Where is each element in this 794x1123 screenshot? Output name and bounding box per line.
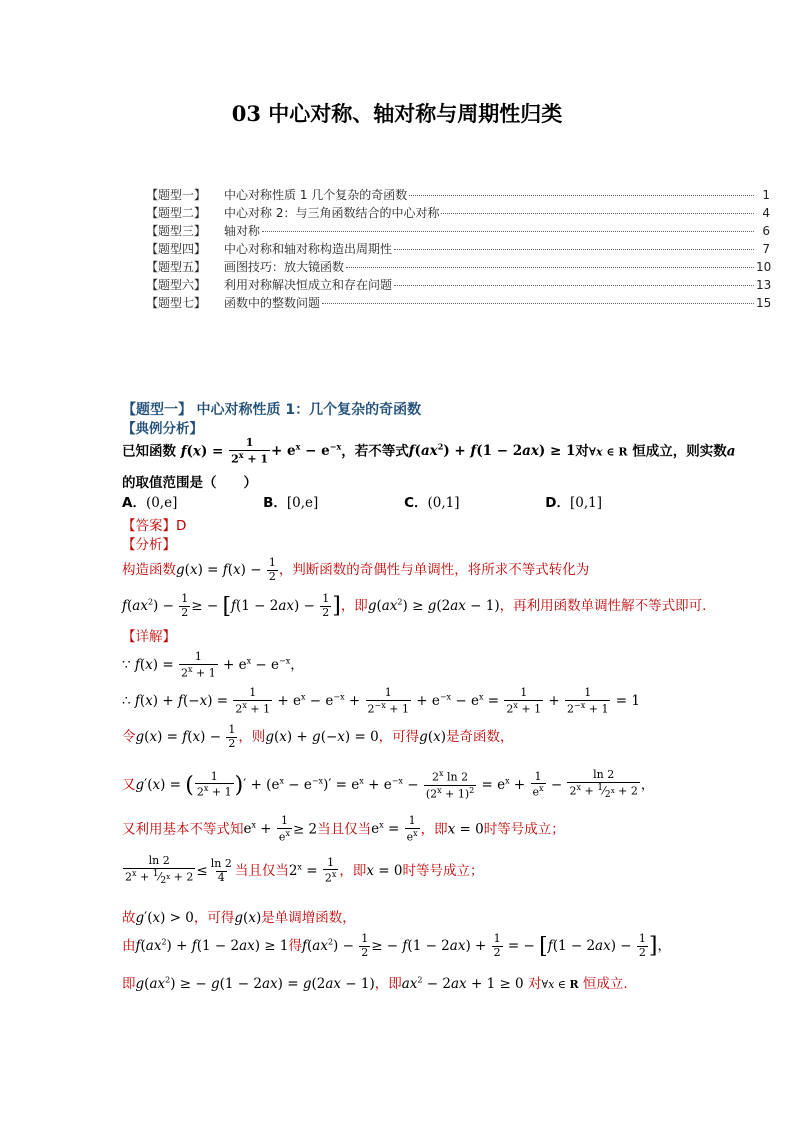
math-fraction: $\frac{1}{2^{-x} + 1}$ [367, 686, 409, 716]
toc-leader [409, 195, 754, 196]
math: = − [f(1 − 2ax) − [503, 934, 636, 960]
toc-item[interactable] [146, 294, 770, 312]
math: ≥ − f(1 − 2ax) + [371, 938, 491, 955]
detail-line8: 由$f(ax^2) + f(1 - 2ax) \ge 1$得$f(ax^2)$ − $\frac{1}{2}$ ≥ − f(1 − 2ax) + $\frac{1}{2}$ = − [f(1 − 2ax) − $\frac{1}{2}$ ]， [122, 932, 671, 960]
toc-tag: 【题型三】 [146, 224, 207, 238]
math: $f(ax^2) + f(1 - 2ax) \ge 1$ [408, 441, 576, 460]
option-a[interactable] [122, 491, 177, 511]
problem-statement-line2: 的取值范围是（ ） [122, 475, 257, 491]
analysis-line1 [122, 557, 589, 583]
problem-text: 恒成立，则实数 [632, 443, 727, 460]
toc-item[interactable] [146, 222, 770, 240]
toc-leader [441, 213, 754, 214]
section-type-1 [122, 397, 736, 1017]
math-fraction: $\frac{1}{2}$ [493, 932, 501, 959]
toc-page: 13 [756, 278, 772, 292]
math: )′ + $(e^x - e^{-x})' = e^x + e^{-x}$ − [234, 773, 423, 799]
math: g(x) = f(x) − [176, 562, 266, 579]
math-fraction: $\frac{1}{2}$ [228, 723, 236, 750]
math: $e^x$ = [371, 820, 404, 838]
math-fraction: $\frac{1}{e^x}$ [278, 814, 290, 844]
toc-leader [394, 285, 754, 286]
option-value: [0,e] [286, 495, 319, 511]
math: ≤ [196, 863, 208, 880]
toc-leader [394, 249, 754, 250]
detail-text: ，即 [420, 821, 448, 838]
detail-line6 [122, 855, 483, 887]
option-label: A． [122, 495, 146, 511]
toc-text: 利用对称解决恒成立和存在问题 [224, 278, 393, 292]
toc-leader [346, 267, 754, 268]
math-fraction: $\frac{1}{2}$ [638, 932, 646, 959]
math-fraction: $\frac{2^x \ln 2}{(2^x + 1)^2}$ [425, 769, 475, 801]
math: g′(x) > 0 [135, 910, 194, 926]
analysis-label: 【分析】 [122, 537, 176, 553]
detail-text: ，则 [238, 729, 266, 746]
toc-leader [322, 303, 754, 304]
math: g(x) = f(x) − [135, 729, 226, 746]
problem-text: ，若不等式 [341, 443, 409, 460]
math-fraction: $\frac{1}{2^x + 1}$ [196, 769, 232, 799]
toc-page: 7 [762, 242, 770, 256]
option-label: D． [545, 495, 570, 511]
math: $e^x$ + [243, 820, 276, 838]
toc-text: 中心对称 2：与三角函数结合的中心对称 [224, 206, 440, 220]
analysis-text: ，再利用函数单调性解不等式即可. [499, 598, 707, 615]
detail-line5 [122, 815, 565, 844]
math: ∀x ∈ R [541, 978, 579, 991]
toc-page: 10 [756, 260, 772, 274]
detail-line4: 又g′(x) = ( $\frac{1}{2^x + 1}$ )′ + $(e^x - e^{-x})' = e^x + e^{-x}$ − $\frac{2^x \ln 2}{(2^x + 1)^2}$ = $e^x$ + $\frac{1}{e^x}$ − $\frac{\ln 2}{2^x + ^1⁄_{2^x} + 2}$ ， [122, 768, 655, 801]
example-label: 【典例分析】 [122, 421, 203, 437]
math: ) = [200, 443, 224, 460]
math-fraction: $\frac{1}{2^{-x} + 1}$ [567, 686, 609, 716]
math: a [726, 443, 736, 460]
math: x = 0 [447, 821, 484, 838]
toc-item[interactable] [146, 258, 770, 276]
math-fraction: $\frac{1}{2^x + 1}$ [180, 650, 216, 680]
toc-text: 函数中的整数问题 [224, 296, 321, 310]
math: ≥ − [f(1 − 2ax) − [191, 594, 320, 620]
toc-item[interactable] [146, 276, 770, 294]
math: $f(ax^2) + f(1 - 2ax) \ge 1$ [135, 937, 289, 955]
detail-text: 又 [122, 777, 136, 794]
math-fraction: $\frac{\ln 2}{2^x + ^1⁄_{2^x} + 2}$ [125, 854, 194, 887]
toc-tag: 【题型六】 [146, 278, 207, 292]
option-label: B． [263, 495, 287, 511]
detail-text: ，可得 [193, 910, 235, 926]
option-label: C． [404, 495, 428, 511]
toc-text: 中心对称和轴对称构造出周期性 [224, 242, 393, 256]
math-fraction: $\frac{1}{2^x + 1}$ [231, 436, 269, 466]
toc-item[interactable] [146, 240, 770, 258]
toc-leader [262, 231, 754, 232]
toc-tag: 【题型五】 [146, 260, 207, 274]
problem-lead: 已知函数 [122, 443, 176, 460]
detail-text: 当且仅当 [317, 821, 372, 838]
math-fraction: $\frac{\ln 2}{2^x + ^1⁄_{2^x} + 2}$ [569, 768, 638, 801]
toc-item[interactable] [146, 204, 770, 222]
math-fraction: $\frac{1}{2}$ [361, 932, 369, 959]
answer-options [122, 491, 602, 511]
detail-line3 [122, 724, 514, 750]
detail-text: 由 [122, 938, 136, 955]
detail-line9 [122, 972, 628, 992]
math: ∀x ∈ R [588, 445, 628, 459]
answer-value: D [176, 518, 187, 534]
toc-text: 轴对称 [224, 224, 261, 238]
toc-tag: 【题型七】 [146, 296, 207, 310]
math-fraction: $\frac{1}{2}$ [181, 592, 189, 619]
answer-line [122, 514, 186, 534]
analysis-text: ，即 [340, 598, 368, 615]
math: ≥ 2 [292, 821, 318, 838]
analysis-text: ，判断函数的奇偶性与单调性，将所求不等式转化为 [278, 562, 590, 579]
math: + $e^x - e^{-x}$ [271, 441, 342, 460]
answer-label: 【答案】 [122, 518, 176, 534]
math: $2^x$ = [288, 862, 322, 880]
detail-text: 故 [122, 910, 136, 926]
option-b[interactable] [263, 491, 318, 511]
option-value: [0,1] [569, 495, 602, 511]
math: g′(x) = ( [135, 773, 194, 799]
math: g(x) [419, 729, 447, 746]
detail-text: ，可得 [378, 729, 420, 746]
math-fraction: $\frac{1}{e^x}$ [406, 814, 418, 844]
toc-text: 画图技巧：放大镜函数 [224, 260, 345, 274]
detail-line7 [122, 906, 356, 926]
detail-text: 令 [122, 729, 136, 746]
toc-page: 6 [762, 224, 770, 238]
math: ( [186, 443, 193, 460]
detail-text: 得 [288, 938, 302, 955]
math: x [192, 443, 201, 460]
math-fraction: $\frac{1}{2^x + 1}$ [235, 686, 271, 716]
problem-statement [122, 437, 735, 466]
math: − [546, 777, 567, 794]
math-fraction: $\frac{\ln 2}{4}$ [210, 856, 232, 884]
detail-line1: ∵ f(x) = $\frac{1}{2^x + 1}$ + $e^x - e^{-x}$， [122, 650, 304, 680]
math: $ax^2 - 2ax + 1 \ge 0$ [401, 975, 524, 992]
detail-text: 是奇函数， [446, 729, 514, 746]
math: $g(ax^2) \ge g(2ax - 1)$ [367, 597, 500, 615]
detail-text: 恒成立. [582, 976, 628, 992]
detail-text: 对 [527, 976, 542, 992]
math: g(x) + g(−x) = 0 [265, 729, 379, 746]
option-value: (0,1] [427, 495, 460, 511]
toc-page: 15 [756, 296, 772, 310]
detail-text: ，即 [339, 863, 367, 880]
option-value: (0,e] [145, 495, 178, 511]
detail-text: 时等号成立； [402, 863, 484, 880]
toc-page: 1 [762, 188, 770, 202]
detail-text: ，即 [374, 976, 402, 992]
math-fraction: $\frac{1}{e^x}$ [532, 769, 544, 799]
math-fraction: $\frac{1}{2^x + 1}$ [506, 686, 542, 716]
page-title: 03 中心对称、轴对称与周期性归类 [231, 101, 563, 126]
analysis-text: 构造函数 [122, 562, 176, 579]
option-c[interactable] [404, 491, 459, 511]
section-heading-tag: 【题型一】 [122, 402, 192, 418]
toc-page: 4 [762, 206, 770, 220]
math-fraction: $\frac{1}{2}$ [268, 556, 276, 583]
detail-text: 当且仅当 [234, 863, 289, 880]
detail-text: 是单调增函数， [261, 910, 356, 926]
toc-text: 中心对称性质 1 几个复杂的奇函数 [224, 188, 408, 202]
table-of-contents [146, 186, 770, 312]
math: g(x) [234, 910, 262, 926]
math-fraction: $\frac{1}{2}$ [322, 592, 330, 619]
toc-tag: 【题型二】 [146, 206, 207, 220]
detail-text: 又利用基本不等式知 [122, 821, 244, 838]
math: $g(ax^2)$ ≥ − g(1 − 2ax) = g(2ax − 1) [135, 975, 375, 992]
toc-tag: 【题型一】 [146, 188, 207, 202]
math: $f(ax^2)$ − [301, 937, 359, 955]
toc-item[interactable] [146, 186, 770, 204]
math: $f(ax^2)$ − [122, 597, 179, 615]
math-fraction: $\frac{1}{2^x}$ [324, 855, 337, 885]
section-heading-text: 中心对称性质 1：几个复杂的奇函数 [196, 402, 422, 418]
toc-tag: 【题型四】 [146, 242, 207, 256]
analysis-line2 [122, 593, 706, 619]
detail-text: 时等号成立； [483, 821, 565, 838]
math: x = 0 [366, 863, 403, 880]
detail-text: 即 [122, 976, 136, 992]
math: = $e^x$ + [477, 776, 530, 794]
math: ] [648, 933, 658, 959]
problem-text: 对 [575, 443, 589, 460]
detail-line2: ∴ f(x) + f(−x) = $\frac{1}{2^x + 1}$ + $e^x - e^{-x}$ + $\frac{1}{2^{-x} + 1}$ + $e^{-x} - e^x$ = $\frac{1}{2^x + 1}$ + $\frac{1}{2^{-x} + 1}$ = 1 [122, 686, 640, 716]
section-heading [122, 399, 421, 419]
math-fx: f [180, 443, 187, 460]
option-d[interactable] [545, 491, 602, 511]
math: ] [332, 593, 341, 619]
detail-label: 【详解】 [122, 629, 176, 645]
